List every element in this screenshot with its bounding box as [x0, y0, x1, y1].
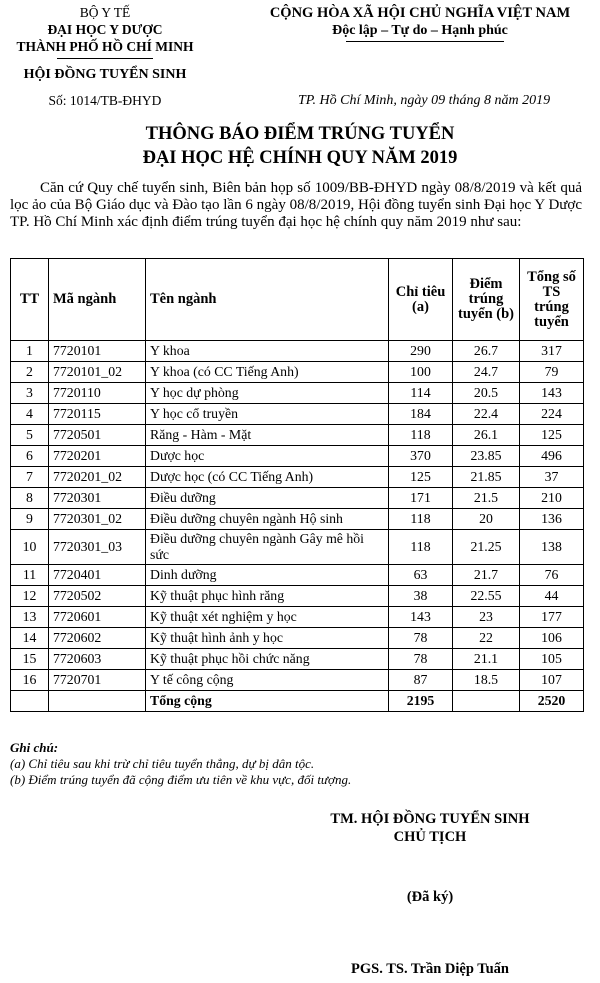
cell-score: 21.5 — [453, 488, 520, 509]
signature-role: CHỦ TỊCH — [393, 829, 467, 845]
university-name-line1: ĐẠI HỌC Y DƯỢC — [47, 22, 163, 37]
cell-admitted: 496 — [520, 446, 584, 467]
national-header — [240, 4, 600, 40]
cell-quota: 171 — [389, 488, 453, 509]
cell-quota: 78 — [389, 649, 453, 670]
cell-quota: 114 — [389, 383, 453, 404]
total-label: Tổng cộng — [146, 691, 389, 712]
cell-tt: 3 — [11, 383, 49, 404]
cell-code: 7720501 — [49, 425, 146, 446]
cell-tt: 14 — [11, 628, 49, 649]
table-row — [11, 565, 584, 586]
cell-score: 20 — [453, 509, 520, 530]
cell-name: Dược học (có CC Tiếng Anh) — [146, 467, 389, 488]
cell-admitted: 138 — [520, 530, 584, 565]
cell-admitted: 177 — [520, 607, 584, 628]
cell-admitted: 106 — [520, 628, 584, 649]
cell-score: 26.1 — [453, 425, 520, 446]
cell-quota: 184 — [389, 404, 453, 425]
cell-code: 7720301 — [49, 488, 146, 509]
issuer-block — [0, 4, 210, 55]
cell-admitted: 224 — [520, 404, 584, 425]
cell-tt: 12 — [11, 586, 49, 607]
total-quota: 2195 — [389, 691, 453, 712]
page-title-line1: THÔNG BÁO ĐIỂM TRÚNG TUYỂN — [145, 124, 455, 144]
cell-name: Răng - Hàm - Mặt — [146, 425, 389, 446]
table-row — [11, 404, 584, 425]
cell-code: 7720101 — [49, 341, 146, 362]
cell-quota: 100 — [389, 362, 453, 383]
cell-code: 7720101_02 — [49, 362, 146, 383]
cell-tt: 4 — [11, 404, 49, 425]
cell-tt: 7 — [11, 467, 49, 488]
header-admitted: Tổng số TS trúng tuyển — [520, 259, 584, 341]
cell-score: 21.25 — [453, 530, 520, 565]
cell-admitted: 79 — [520, 362, 584, 383]
header-tt: TT — [11, 259, 49, 341]
cell-quota: 38 — [389, 586, 453, 607]
header-quota: Chỉ tiêu (a) — [389, 259, 453, 341]
cell-code: 7720701 — [49, 670, 146, 691]
table-row — [11, 586, 584, 607]
page-title-line2: ĐẠI HỌC HỆ CHÍNH QUY NĂM 2019 — [142, 148, 458, 168]
cell-tt: 6 — [11, 446, 49, 467]
table-row — [11, 467, 584, 488]
cell-name: Y khoa — [146, 341, 389, 362]
cell-name: Điều dưỡng — [146, 488, 389, 509]
cell-code: 7720301_03 — [49, 530, 146, 565]
signature-status: (Đã ký) — [406, 889, 454, 905]
cell-code: 7720502 — [49, 586, 146, 607]
table-row — [11, 670, 584, 691]
cell-score: 20.5 — [453, 383, 520, 404]
council-name: HỘI ĐỒNG TUYỂN SINH — [23, 67, 187, 82]
cell-quota: 78 — [389, 628, 453, 649]
table-row — [11, 446, 584, 467]
cell-name: Kỹ thuật phục hồi chức năng — [146, 649, 389, 670]
cell-score: 24.7 — [453, 362, 520, 383]
cell-score: 22.4 — [453, 404, 520, 425]
table-row — [11, 488, 584, 509]
table-total-row — [11, 691, 584, 712]
cell-quota: 143 — [389, 607, 453, 628]
ministry-name: BỘ Y TẾ — [79, 5, 131, 20]
total-code — [49, 691, 146, 712]
cell-name: Y học dự phòng — [146, 383, 389, 404]
total-admitted: 2520 — [520, 691, 584, 712]
cell-admitted: 125 — [520, 425, 584, 446]
cell-quota: 87 — [389, 670, 453, 691]
table-row — [11, 383, 584, 404]
signer-name: PGS. TS. Trần Diệp Tuấn — [351, 961, 509, 977]
cell-name: Y khoa (có CC Tiếng Anh) — [146, 362, 389, 383]
cell-score: 22.55 — [453, 586, 520, 607]
cell-admitted: 76 — [520, 565, 584, 586]
admission-score-table — [10, 258, 584, 712]
header-name: Tên ngành — [146, 259, 389, 341]
cell-name: Kỹ thuật xét nghiệm y học — [146, 607, 389, 628]
note-b: (b) Điểm trúng tuyển đã cộng điểm ưu tiên về khu vực, đối tượng. — [10, 772, 352, 787]
cell-tt: 16 — [11, 670, 49, 691]
table-row — [11, 649, 584, 670]
table-row — [11, 362, 584, 383]
cell-admitted: 317 — [520, 341, 584, 362]
cell-quota: 370 — [389, 446, 453, 467]
cell-code: 7720110 — [49, 383, 146, 404]
table-row — [11, 607, 584, 628]
table-row — [11, 509, 584, 530]
cell-code: 7720401 — [49, 565, 146, 586]
cell-tt: 10 — [11, 530, 49, 565]
cell-quota: 125 — [389, 467, 453, 488]
cell-tt: 15 — [11, 649, 49, 670]
cell-quota: 118 — [389, 509, 453, 530]
cell-name: Y học cổ truyền — [146, 404, 389, 425]
cell-score: 26.7 — [453, 341, 520, 362]
cell-code: 7720201_02 — [49, 467, 146, 488]
cell-score: 21.85 — [453, 467, 520, 488]
cell-score: 21.7 — [453, 565, 520, 586]
table-row — [11, 425, 584, 446]
header-code: Mã ngành — [49, 259, 146, 341]
cell-admitted: 44 — [520, 586, 584, 607]
issuer-underline — [57, 58, 153, 59]
cell-code: 7720201 — [49, 446, 146, 467]
cell-tt: 5 — [11, 425, 49, 446]
cell-admitted: 143 — [520, 383, 584, 404]
cell-name: Y tế công cộng — [146, 670, 389, 691]
cell-name: Kỹ thuật phục hình răng — [146, 586, 389, 607]
cell-name: Điều dưỡng chuyên ngành Gây mê hồi sức — [146, 530, 389, 565]
cell-tt: 1 — [11, 341, 49, 362]
cell-code: 7720603 — [49, 649, 146, 670]
note-a: (a) Chỉ tiêu sau khi trừ chỉ tiêu tuyển thẳng, dự bị dân tộc. — [10, 756, 315, 771]
header-score: Điểm trúng tuyển (b) — [453, 259, 520, 341]
total-score — [453, 691, 520, 712]
cell-quota: 290 — [389, 341, 453, 362]
cell-score: 23.85 — [453, 446, 520, 467]
intro-paragraph: Căn cứ Quy chế tuyển sinh, Biên bản họp số 1009/BB-ĐHYD ngày 08/8/2019 và kết quả lọc ảo của Bộ Giáo dục và Đào tạo lần 6 ngày 08/8/2019, Hội đồng tuyển sinh Đại học Y Dược TP. Hồ Chí Minh xác định điểm trúng tuyển đại học hệ chính quy năm 2019 như sau: — [10, 180, 582, 230]
cell-quota: 63 — [389, 565, 453, 586]
cell-quota: 118 — [389, 530, 453, 565]
cell-code: 7720301_02 — [49, 509, 146, 530]
cell-tt: 2 — [11, 362, 49, 383]
cell-admitted: 107 — [520, 670, 584, 691]
cell-quota: 118 — [389, 425, 453, 446]
country-name: CỘNG HÒA XÃ HỘI CHỦ NGHĨA VIỆT NAM — [269, 5, 571, 21]
cell-score: 18.5 — [453, 670, 520, 691]
motto-underline — [346, 41, 504, 42]
cell-tt: 8 — [11, 488, 49, 509]
notes-title: Ghi chú: — [10, 740, 59, 755]
national-motto: Độc lập – Tự do – Hạnh phúc — [332, 23, 508, 38]
cell-admitted: 105 — [520, 649, 584, 670]
cell-name: Kỹ thuật hình ảnh y học — [146, 628, 389, 649]
cell-admitted: 136 — [520, 509, 584, 530]
cell-admitted: 37 — [520, 467, 584, 488]
table-header-row — [11, 259, 584, 341]
cell-tt: 13 — [11, 607, 49, 628]
cell-score: 23 — [453, 607, 520, 628]
place-date: TP. Hồ Chí Minh, ngày 09 tháng 8 năm 2019 — [298, 93, 551, 108]
cell-code: 7720602 — [49, 628, 146, 649]
cell-score: 22 — [453, 628, 520, 649]
cell-admitted: 210 — [520, 488, 584, 509]
cell-name: Điều dưỡng chuyên ngành Hộ sinh — [146, 509, 389, 530]
cell-tt: 9 — [11, 509, 49, 530]
cell-code: 7720601 — [49, 607, 146, 628]
cell-tt: 11 — [11, 565, 49, 586]
table-row — [11, 341, 584, 362]
notes-block — [10, 740, 590, 788]
table-row — [11, 628, 584, 649]
signature-org: TM. HỘI ĐỒNG TUYỂN SINH — [330, 811, 530, 827]
total-tt — [11, 691, 49, 712]
cell-name: Dược học — [146, 446, 389, 467]
university-name-line2: THÀNH PHỐ HỒ CHÍ MINH — [16, 39, 194, 54]
cell-score: 21.1 — [453, 649, 520, 670]
document-number: Số: 1014/TB-ĐHYD — [48, 93, 162, 108]
cell-name: Dinh dưỡng — [146, 565, 389, 586]
cell-code: 7720115 — [49, 404, 146, 425]
table-row — [11, 530, 584, 565]
